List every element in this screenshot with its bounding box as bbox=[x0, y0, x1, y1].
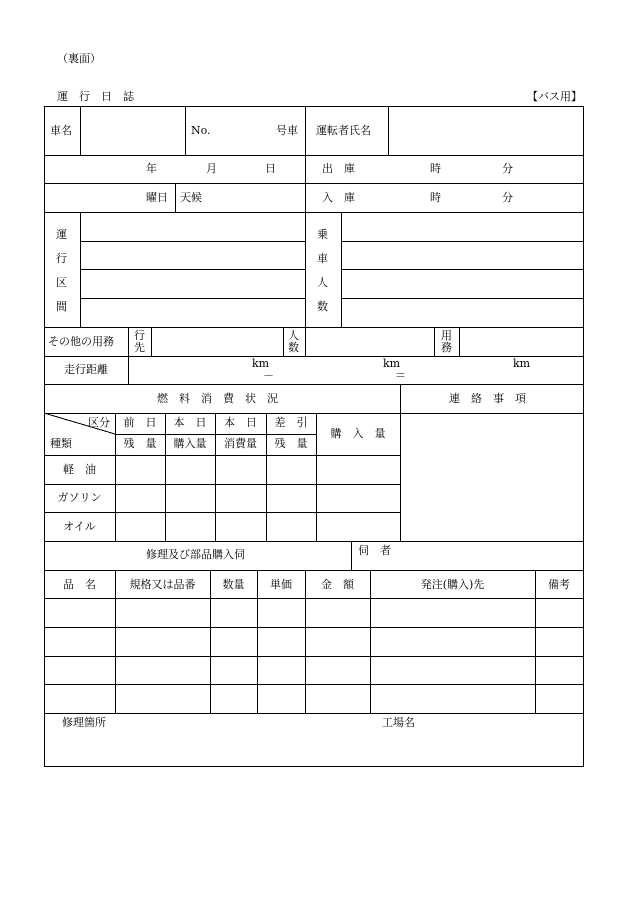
category-label: 区分 bbox=[88, 416, 110, 429]
destination-label-2: 先 bbox=[134, 341, 145, 354]
fuel-title: 燃 料 消 費 状 況 bbox=[157, 392, 278, 405]
factory-name-label: 工場名 bbox=[382, 716, 415, 729]
number-label: No. bbox=[191, 124, 211, 137]
destination-label-1: 行 bbox=[134, 329, 145, 342]
month-label: 月 bbox=[206, 162, 217, 175]
col-supplier: 発注(購入)先 bbox=[420, 578, 485, 591]
col-spec: 規格又は品番 bbox=[129, 578, 196, 591]
depart-minute-label: 分 bbox=[502, 162, 513, 175]
passenger-label-2: 車 bbox=[317, 252, 328, 265]
car-number-suffix: 号車 bbox=[276, 124, 298, 137]
year-label: 年 bbox=[146, 162, 157, 175]
passenger-label-3: 人 bbox=[317, 276, 328, 289]
col-remarks: 備考 bbox=[548, 578, 570, 591]
other-duties-label: その他の用務 bbox=[48, 335, 114, 348]
route-label-1: 運 bbox=[56, 228, 67, 241]
header-remaining-2: 残 量 bbox=[274, 437, 308, 450]
route-label-2: 行 bbox=[56, 252, 67, 265]
persons-label-2: 数 bbox=[288, 341, 299, 354]
driver-name-label: 運転者氏名 bbox=[316, 124, 371, 137]
fuel-row-gasoline: ガソリン bbox=[57, 491, 102, 504]
header-net: 差 引 bbox=[274, 416, 308, 429]
distance-km-2: km bbox=[383, 357, 401, 370]
vehicle-name-label: 車名 bbox=[50, 124, 72, 137]
type-label: 種類 bbox=[50, 437, 72, 450]
distance-label: 走行距離 bbox=[64, 363, 108, 376]
bus-tag: 【バス用】 bbox=[527, 90, 582, 103]
col-quantity: 数量 bbox=[222, 578, 245, 591]
col-amount: 金 額 bbox=[321, 578, 354, 591]
fuel-row-oil: オイル bbox=[63, 520, 96, 533]
weekday-label: 曜日 bbox=[146, 191, 168, 204]
col-unit-price: 単価 bbox=[270, 578, 292, 591]
header-purchase: 購 入 量 bbox=[330, 427, 386, 440]
depart-label: 出 庫 bbox=[322, 162, 355, 175]
repair-title: 修理及び部品購入伺 bbox=[146, 548, 245, 561]
header-purchase-amount: 購入量 bbox=[173, 437, 207, 450]
route-label-3: 区 bbox=[56, 276, 67, 289]
day-label: 日 bbox=[265, 162, 276, 175]
passenger-label-4: 数 bbox=[317, 300, 328, 313]
header-today-2: 本 日 bbox=[224, 416, 257, 429]
header-prev-day: 前 日 bbox=[123, 416, 157, 429]
fuel-row-diesel: 軽 油 bbox=[63, 463, 96, 476]
route-label-4: 間 bbox=[56, 300, 67, 313]
depart-hour-label: 時 bbox=[430, 162, 441, 175]
distance-minus: － bbox=[263, 369, 274, 382]
repair-location-label: 修理箇所 bbox=[62, 716, 106, 729]
form-title: 運 行 日 誌 bbox=[57, 90, 134, 103]
header-today-1: 本 日 bbox=[173, 416, 207, 429]
business-label-2: 務 bbox=[441, 341, 452, 354]
distance-equals: ＝ bbox=[395, 369, 406, 382]
contact-title: 連 絡 事 項 bbox=[449, 392, 526, 405]
reverse-side-label: （裏面） bbox=[57, 52, 101, 65]
header-remaining-1: 残 量 bbox=[123, 437, 157, 450]
distance-km-1: km bbox=[252, 357, 270, 370]
inquiry-label: 伺 者 bbox=[358, 544, 391, 557]
weather-label: 天候 bbox=[180, 191, 202, 204]
persons-label-1: 人 bbox=[288, 329, 299, 342]
header-consumption: 消費量 bbox=[224, 437, 257, 450]
enter-label: 入 庫 bbox=[322, 191, 355, 204]
col-item-name: 品 名 bbox=[63, 578, 96, 591]
enter-hour-label: 時 bbox=[430, 191, 441, 204]
business-label-1: 用 bbox=[441, 329, 452, 342]
passenger-label-1: 乗 bbox=[317, 228, 328, 241]
distance-km-3: km bbox=[513, 357, 531, 370]
enter-minute-label: 分 bbox=[502, 191, 513, 204]
